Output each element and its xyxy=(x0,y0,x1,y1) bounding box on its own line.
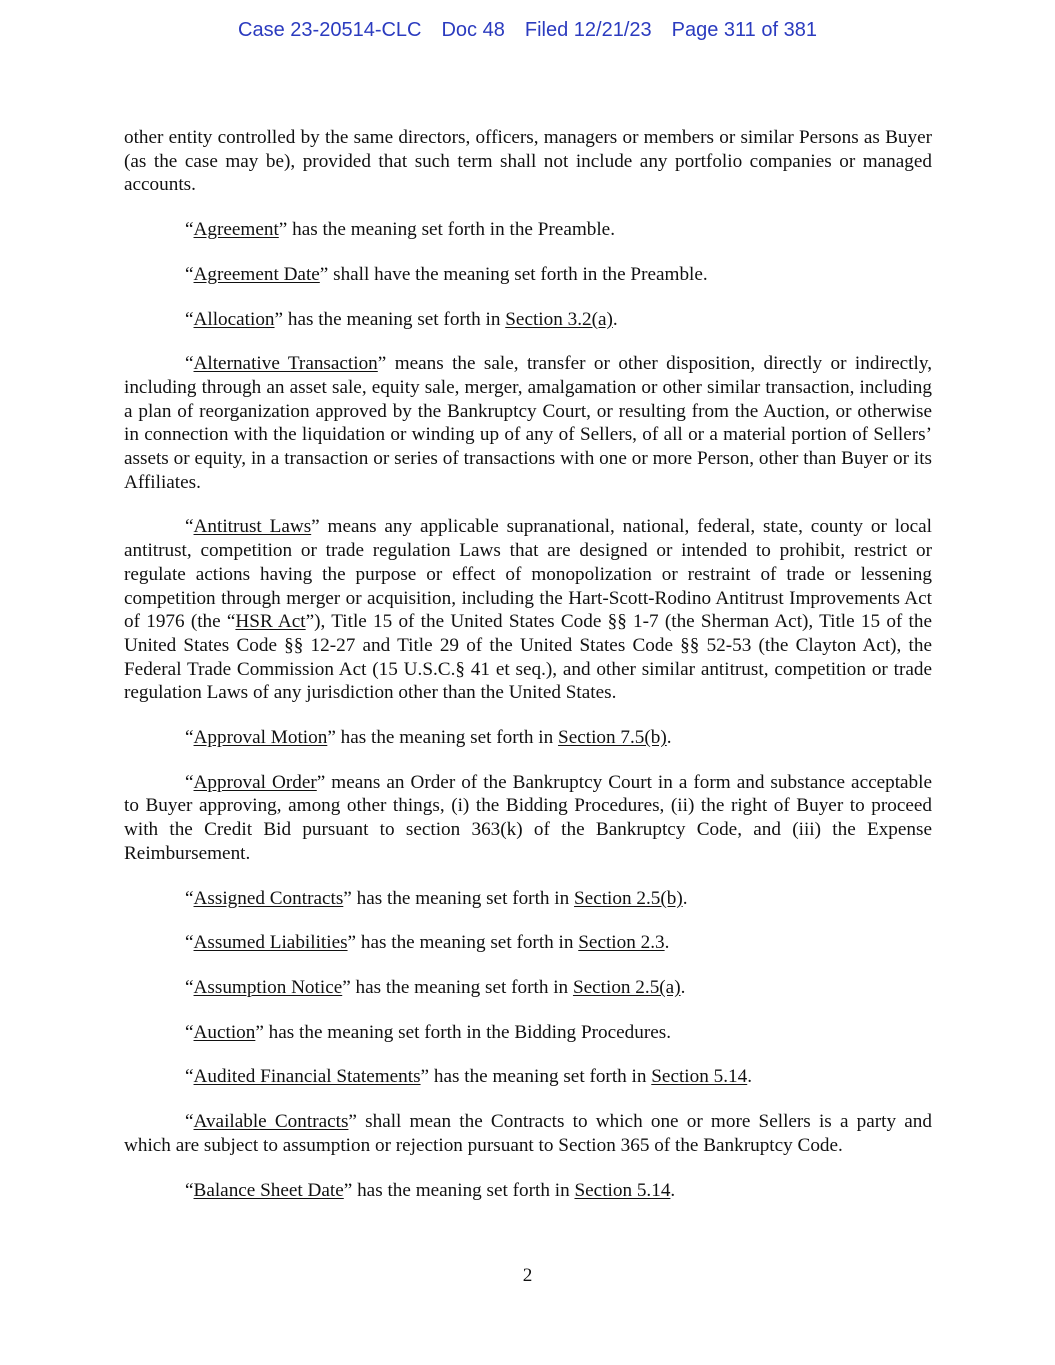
definition-balance-sheet-date: “Balance Sheet Date” has the meaning set forth in Section 5.14. xyxy=(185,1179,676,1201)
definition-approval-order: “Approval Order” means an Order of the Bankruptcy Court in a form and substance acceptable to Buyer approving, among other things, (i) the Bidding Procedures, (ii) the right of Buyer to proceed with the Credit Bid pursuant to section 363(k) of the Bankruptcy Code, and (iii) the Expense Reimbursement. xyxy=(124,771,932,864)
continuation-paragraph: other entity controlled by the same directors, officers, managers or members or similar Persons as Buyer (as the case may be), provided that such term shall not include any portfolio companies or managed accounts. xyxy=(124,127,932,196)
definition-agreement: “Agreement” has the meaning set forth in the Preamble. xyxy=(185,219,615,241)
page-count: Page 311 of 381 xyxy=(671,19,817,41)
defined-term: Alternative Transaction xyxy=(193,353,378,375)
section-reference: Section 5.14 xyxy=(651,1066,748,1088)
defined-term: Assumed Liabilities xyxy=(193,932,348,954)
defined-term: Agreement Date xyxy=(193,263,320,285)
defined-term: Approval Order xyxy=(193,771,317,793)
definition-assumption-notice: “Assumption Notice” has the meaning set forth in Section 2.5(a). xyxy=(185,976,686,998)
defined-term: Balance Sheet Date xyxy=(193,1179,344,1201)
defined-term: Approval Motion xyxy=(193,727,328,749)
defined-term: HSR Act xyxy=(235,611,306,633)
definition-alternative-transaction: “Alternative Transaction” means the sale, transfer or other disposition, directly or indirectly, including through an asset sale, equity sale, merger, amalgamation or other similar transaction, including a plan of reorganization approved by the Bankruptcy Court, or resulting from the Auction, or otherwise in connection with the liquidation or winding up of any of Sellers, of all or a material portion of Sellers’ assets or equity, in a transaction or series of transactions with one or more Person, other than Buyer or its Affiliates. xyxy=(124,353,932,493)
defined-term: Auction xyxy=(193,1021,256,1043)
section-reference: Section 2.5(a) xyxy=(572,976,681,998)
document-body xyxy=(124,126,932,1223)
defined-term: Allocation xyxy=(193,308,275,330)
definition-agreement-date: “Agreement Date” shall have the meaning set forth in the Preamble. xyxy=(185,263,708,285)
defined-term: Antitrust Laws xyxy=(193,516,312,538)
case-number: Case 23-20514-CLC xyxy=(238,19,422,41)
definition-auction: “Auction” has the meaning set forth in the Bidding Procedures. xyxy=(185,1021,671,1043)
definition-assumed-liabilities: “Assumed Liabilities” has the meaning set forth in Section 2.3. xyxy=(185,932,670,954)
definition-allocation: “Allocation” has the meaning set forth in Section 3.2(a). xyxy=(185,308,618,330)
definition-assigned-contracts: “Assigned Contracts” has the meaning set forth in Section 2.5(b). xyxy=(185,887,688,909)
defined-term: Audited Financial Statements xyxy=(193,1066,421,1088)
doc-number: Doc 48 xyxy=(441,19,505,41)
defined-term: Assumption Notice xyxy=(193,976,343,998)
definition-audited-financial-statements: “Audited Financial Statements” has the meaning set forth in Section 5.14. xyxy=(185,1066,752,1088)
section-reference: Section 5.14 xyxy=(574,1179,671,1201)
definition-available-contracts: “Available Contracts” shall mean the Contracts to which one or more Sellers is a party and which are subject to assumption or rejection pursuant to Section 365 of the Bankruptcy Code. xyxy=(124,1111,932,1156)
definition-antitrust-laws: “Antitrust Laws” means any applicable supranational, national, federal, state, county or local antitrust, competition or trade regulation Laws that are designed or intended to prohibit, restrict or regulate actions having the purpose or effect of monopolization or restraint of trade or lessening competition through merger or acquisition, including the Hart-Scott-Rodino Antitrust Improvements Act of 1976 (the “HSR Act”), Title 15 of the United States Code §§ 1-7 (the Sherman Act), Title 15 of the United States Code §§ 12-27 and Title 29 of the United States Code §§ 52-53 (the Clayton Act), the Federal Trade Commission Act (15 U.S.C.§ 41 et seq.), and other similar antitrust, competition or trade regulation Laws of any jurisdiction other than the United States. xyxy=(124,516,932,704)
defined-term: Agreement xyxy=(193,219,279,241)
section-reference: Section 3.2(a) xyxy=(505,308,613,330)
section-reference: Section 2.5(b) xyxy=(574,887,683,909)
page-number: 2 xyxy=(522,1265,533,1286)
filed-date: Filed 12/21/23 xyxy=(524,19,652,41)
section-reference: Section 7.5(b) xyxy=(558,727,667,749)
filing-header xyxy=(0,19,1055,42)
definition-approval-motion: “Approval Motion” has the meaning set forth in Section 7.5(b). xyxy=(185,727,672,749)
section-reference: Section 2.3 xyxy=(578,932,665,954)
defined-term: Assigned Contracts xyxy=(193,887,344,909)
defined-term: Available Contracts xyxy=(193,1111,349,1133)
